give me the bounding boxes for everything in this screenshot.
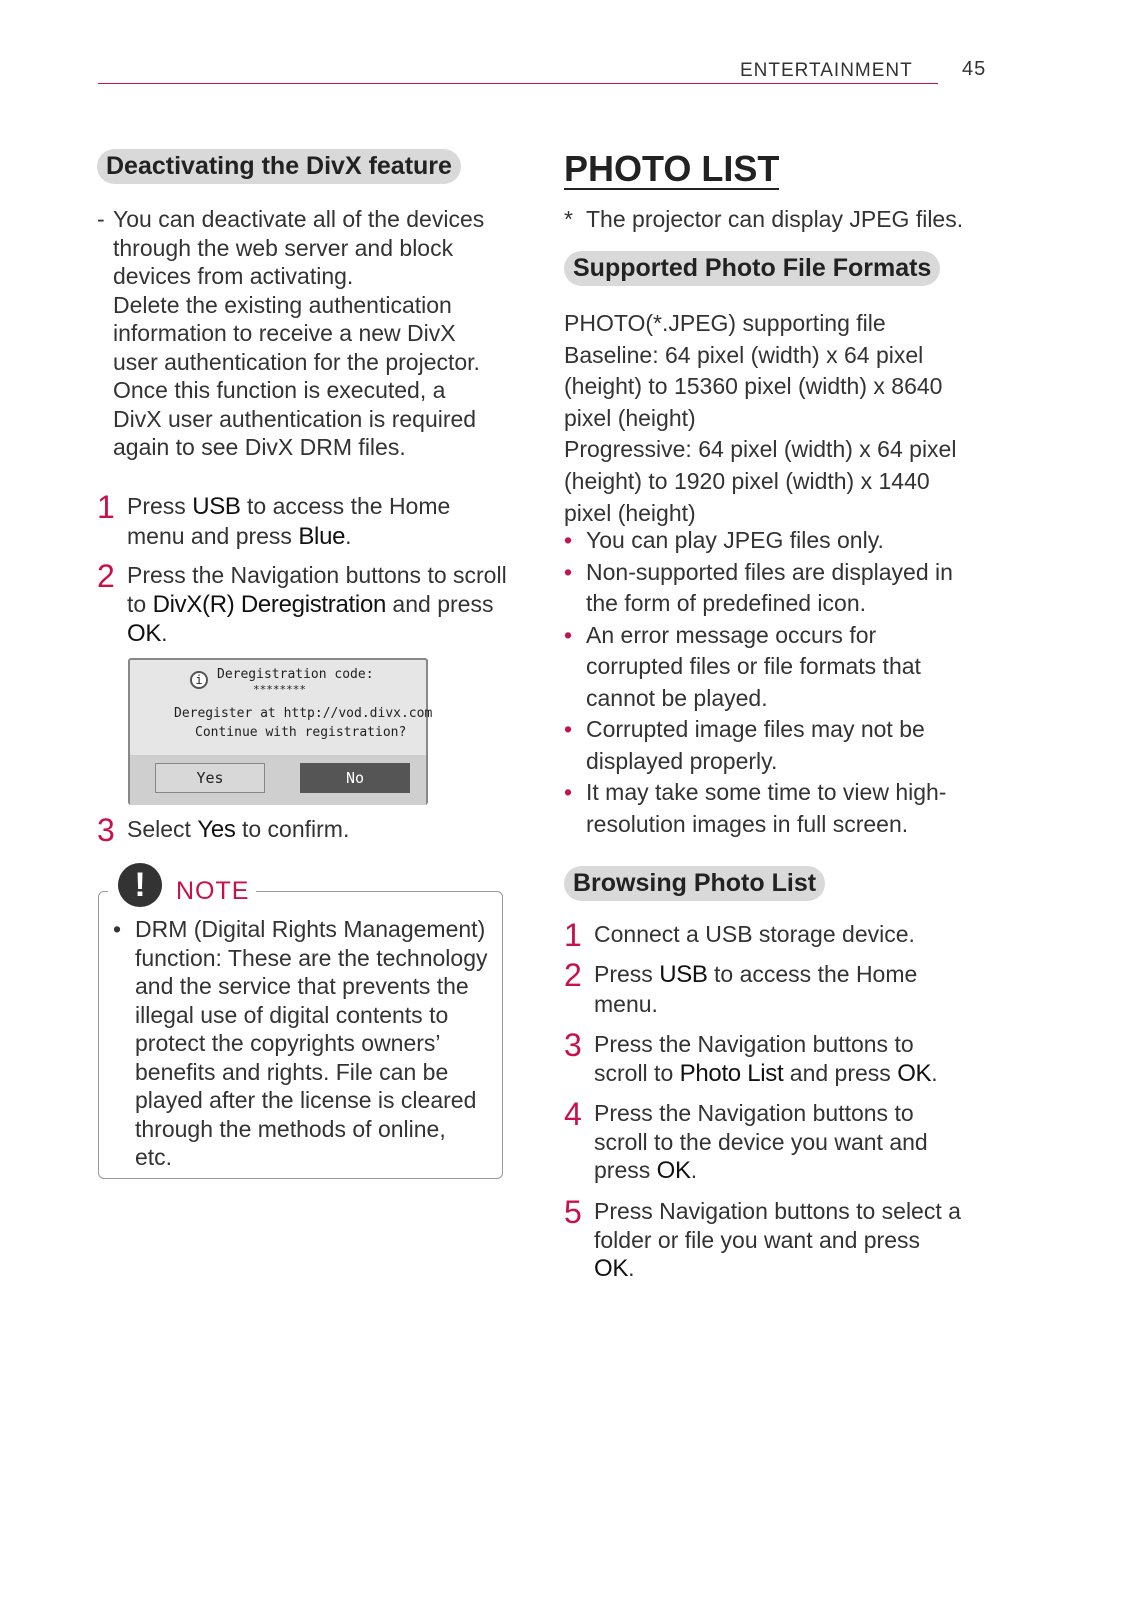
no-button[interactable]: No [300,763,410,793]
dash-marker: - [97,206,105,232]
browse-step-5: 5 Press Navigation buttons to select a folder or file you want and press OK. [564,1194,961,1282]
step-number: 5 [564,1194,582,1230]
note-line: function: These are the technology [135,944,488,971]
format-spec [564,308,984,529]
key-ok: OK [656,1157,691,1184]
footnote-text: The projector can display JPEG files. [586,206,964,232]
header-rule [98,83,938,84]
browse-section-heading: Browsing Photo List [564,866,825,901]
list-item: • Non-supported files are displayed in the form of predefined icon. [564,558,953,616]
note-line: protect the copyrights owners’ [135,1030,441,1056]
format-line: PHOTO(*.JPEG) supporting file [564,310,886,336]
step-number: 3 [97,812,115,848]
bullet-marker: • [113,916,122,942]
deregistration-code-label: Deregistration code: [217,667,374,682]
format-line: Baseline: 64 pixel (width) x 64 pixel [564,341,924,368]
step-number: 2 [97,558,115,594]
key-photo-list: Photo List [679,1059,784,1087]
browse-step-3: 3 Press the Navigation buttons to scroll to Photo List and press OK. [564,1027,938,1087]
deregister-url-text: Deregister at http://vod.divx.com [174,706,433,721]
divx-section-heading: Deactivating the DivX feature [97,149,461,184]
key-blue: Blue [298,522,346,550]
deregistration-code-value: ******** [253,683,306,696]
browse-step-4: 4 Press the Navigation buttons to scroll to the device you want and press OK. [564,1096,928,1184]
divx-step-1: 1 Press USB to access the Home menu and press Blue. [97,489,451,550]
step-number: 3 [564,1027,582,1063]
page-number: 45 [962,58,987,80]
page-title: PHOTO LIST [564,148,780,189]
continue-question: Continue with registration? [195,725,407,740]
list-item: • You can play JPEG files only. [564,527,884,553]
intro-line: through the web server and block [113,234,454,261]
asterisk-marker: * [564,206,573,232]
format-line: pixel (height) [564,404,696,431]
key-ok: OK [897,1059,932,1087]
intro-line: again to see DivX DRM files. [113,434,406,460]
note-line: illegal use of digital contents to [135,1001,449,1028]
key-divx-deregistration: DivX(R) Deregistration [152,590,387,618]
divx-step-2: 2 Press the Navigation buttons to scroll to DivX(R) Deregistration and press OK. [97,558,507,647]
note-line: DRM (Digital Rights Management) [135,916,486,942]
format-line: Progressive: 64 pixel (width) x 64 pixel [564,436,957,463]
intro-line: user authentication for the projector. [113,348,480,375]
list-item: • It may take some time to view high- resolution images in full screen. [564,779,947,837]
format-line: pixel (height) [564,499,696,526]
key-usb: USB [192,493,241,520]
note-line: benefits and rights. File can be [135,1058,449,1085]
note-line: through the methods of online, [135,1115,446,1142]
note-text [113,915,503,1172]
step-number: 1 [97,489,115,525]
browse-step-1: 1 Connect a USB storage device. [564,917,915,953]
list-item: • Corrupted image files may not be displayed properly. [564,716,925,774]
intro-line: DivX user authentication is required [113,405,477,432]
intro-line: information to receive a new DivX [113,320,456,346]
step-number: 1 [564,917,582,953]
note-line: played after the license is cleared [135,1087,477,1113]
intro-line: You can deactivate all of the devices [113,206,485,232]
deregistration-dialog [128,658,433,805]
intro-line: Delete the existing authentication [113,291,452,318]
format-notes [564,525,984,840]
key-ok: OK [127,620,162,647]
running-header-section: ENTERTAINMENT [740,60,913,81]
browse-step-2: 2 Press USB to access the Home menu. [564,957,918,1017]
key-yes: Yes [197,816,236,843]
yes-button[interactable]: Yes [155,763,265,793]
format-line: (height) to 15360 pixel (width) x 8640 [564,373,943,400]
key-ok: OK [594,1255,629,1282]
exclamation-icon: ! [118,863,162,907]
formats-section-heading: Supported Photo File Formats [564,251,940,286]
intro-line: Once this function is executed, a [113,377,446,403]
info-icon: i [190,671,208,689]
key-usb: USB [659,961,708,988]
note-line: etc. [135,1144,173,1170]
note-label: NOTE [176,877,250,905]
step-number: 4 [564,1096,582,1132]
divx-step-3: 3 Select Yes to confirm. [97,812,350,848]
note-line: and the service that prevents the [135,973,469,999]
step-number: 2 [564,957,582,993]
divx-intro [97,205,517,462]
jpeg-footnote [564,205,984,234]
list-item: • An error message occurs for corrupted files or file formats that cannot be played. [564,621,921,711]
format-line: (height) to 1920 pixel (width) x 1440 [564,467,930,494]
intro-line: devices from activating. [113,263,354,289]
